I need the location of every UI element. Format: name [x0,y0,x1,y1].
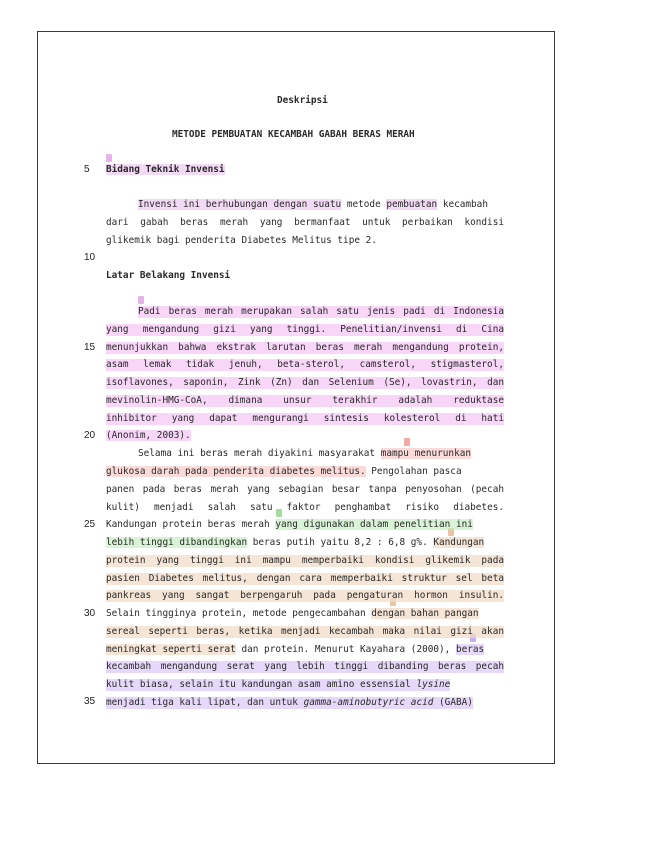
body-line: meningkat seperti serat dan protein. Menurut Kayahara (2000), beras [106,644,485,655]
body-line: menunjukkan bahwa ekstrak larutan beras merah mengandung protein, [106,342,504,353]
section-heading-technical-field: Bidang Teknik Invensi [106,164,225,175]
document-title: Deskripsi [277,95,328,106]
line-number: 25 [84,519,96,530]
body-line: isoflavones, saponin, Zink (Zn) dan Selenium (Se), lovastrin, dan [106,377,504,388]
line-number: 35 [84,696,96,707]
body-line: kecambah mengandung serat yang lebih tinggi dibanding beras pecah [106,661,504,672]
body-line: Invensi ini berhubungan dengan suatu metode pembuatan kecambah [138,199,488,210]
annotation-marker[interactable] [138,296,144,304]
body-line: Selain tingginya protein, metode pengecambahan dengan bahan pangan [106,608,479,619]
line-number: 20 [84,430,96,441]
line-number: 15 [84,342,96,353]
body-line: protein yang tinggi ini mampu memperbaiki kondisi glikemik pada [106,555,504,566]
body-line: kulit biasa, selain itu kandungan asam amino essensial lysine [106,679,451,690]
body-line: (Anonim, 2003). [106,430,191,441]
body-line: Padi beras merah merupakan salah satu jenis padi di Indonesia [138,306,504,317]
body-line: dari gabah beras merah yang bermanfaat untuk perbaikan kondisi [106,217,504,228]
line-number: 10 [84,252,96,263]
body-line: panen pada beras merah yang sebagian besar tanpa penyosohan (pecah [106,484,504,495]
body-line: Kandungan protein beras merah yang digunakan dalam penelitian ini [106,519,473,530]
body-line: sereal seperti beras, ketika menjadi kecambah maka nilai gizi akan [106,626,504,637]
body-line: yang mengandung gizi yang tinggi. Penelitian/invensi di Cina [106,324,504,335]
body-line: inhibitor yang dapat mengurangi sintesis kolesterol di hati [106,413,504,424]
line-number: 5 [84,164,90,175]
body-line: asam lemak tidak jenuh, beta-sterol, camsterol, stigmasterol, [106,359,504,370]
document-subtitle: METODE PEMBUATAN KECAMBAH GABAH BERAS MERAH [172,129,415,140]
body-line: mevinolin-HMG-CoA, dimana unsur terakhir adalah reduktase [106,395,504,406]
body-line: kulit) menjadi salah satu faktor penghambat risiko diabetes. [106,502,504,513]
body-line: menjadi tiga kali lipat, dan untuk gamma-aminobutyric acid (GABA) [106,697,473,708]
body-line: lebih tinggi dibandingkan beras putih yaitu 8,2 : 6,8 g%. Kandungan [106,537,485,548]
body-line: pankreas yang sangat berpengaruh pada pengaturan hormon insulin. [106,590,504,601]
body-line: glukosa darah pada penderita diabetes melitus. Pengolahan pasca [106,466,462,477]
section-heading-background: Latar Belakang Invensi [106,270,231,281]
body-line: Selama ini beras merah diyakini masyarakat mampu menurunkan [138,448,472,459]
body-line: pasien Diabetes melitus, dengan cara memperbaiki struktur sel beta [106,573,504,584]
body-line: glikemik bagi penderita Diabetes Melitus tipe 2. [106,235,377,246]
line-number: 30 [84,608,96,619]
annotation-marker[interactable] [106,154,112,162]
annotation-marker[interactable] [404,438,410,446]
